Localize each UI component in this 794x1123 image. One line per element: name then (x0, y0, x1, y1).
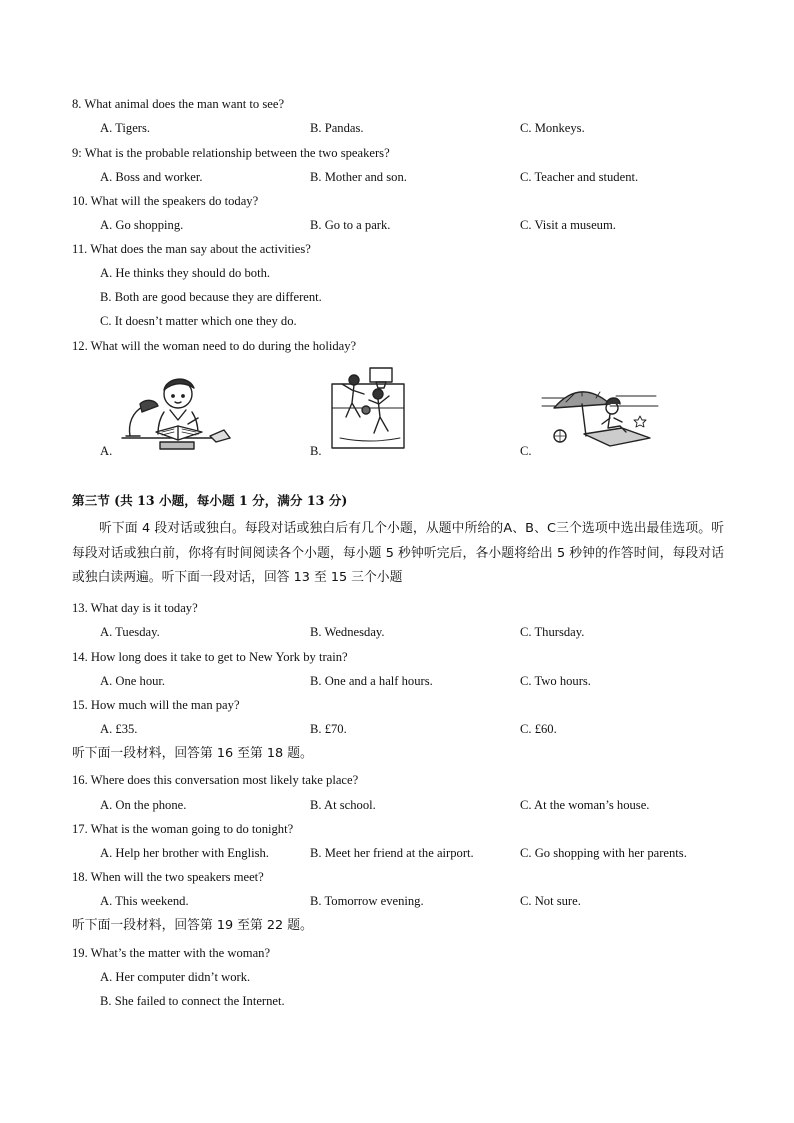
q9-option-b: B. Mother and son. (310, 170, 407, 184)
q12-option-b: B. (310, 444, 322, 458)
q16-option-b: B. At school. (310, 798, 376, 812)
q9-option-c: C. Teacher and student. (520, 170, 639, 184)
question-13: 13. What day is it today? (72, 601, 198, 615)
q14-option-c: C. Two hours. (520, 674, 591, 688)
picture-basketball (330, 364, 408, 452)
q11-option-c: C. It doesn’t matter which one they do. (100, 314, 297, 328)
q18-option-b: B. Tomorrow evening. (310, 894, 424, 908)
question-12: 12. What will the woman need to do during the holiday? (72, 339, 357, 353)
question-10: 10. What will the speakers do today? (72, 194, 259, 208)
q8-option-b: B. Pandas. (310, 121, 364, 135)
q17-option-b: B. Meet her friend at the airport. (310, 846, 474, 860)
question-11: 11. What does the man say about the activities? (72, 242, 311, 256)
picture-boy-studying (118, 366, 238, 456)
question-9: 9: What is the probable relationship between the two speakers? (72, 146, 390, 160)
q10-option-a: A. Go shopping. (100, 218, 184, 232)
prompt-16-18: 听下面一段材料，回答第 16 至第 18 题。 (72, 746, 313, 761)
q15-option-b: B. £70. (310, 722, 347, 736)
question-19: 19. What’s the matter with the woman? (72, 946, 271, 960)
q9-option-a: A. Boss and worker. (100, 170, 203, 184)
question-14: 14. How long does it take to get to New York by train? (72, 650, 348, 664)
section-3-instructions: 听下面 4 段对话或独白。每段对话或独白后有几个小题，从题中所给的A、B、C三个选项中选出最佳选项。听每段对话或独白前，你将有时间阅读各个小题，每小题 5 秒钟听完后，各小题将给出 5 秒钟的作答时间，每段对话或独白读两遍。听下面一段对话，回答 13 至 15 三个小题 (72, 521, 724, 585)
question-16: 16. Where does this conversation most likely take place? (72, 773, 359, 787)
section-3-title: 第三节 (共 13 小题，每小题 1 分，满分 13 分) (72, 493, 348, 508)
q19-option-b: B. She failed to connect the Internet. (100, 994, 285, 1008)
q13-option-b: B. Wednesday. (310, 625, 385, 639)
q12-option-a: A. (100, 444, 113, 458)
q11-option-b: B. Both are good because they are different. (100, 290, 322, 304)
q18-option-c: C. Not sure. (520, 894, 581, 908)
prompt-19-22: 听下面一段材料，回答第 19 至第 22 题。 (72, 918, 313, 933)
q17-option-a: A. Help her brother with English. (100, 846, 269, 860)
q19-option-a: A. Her computer didn’t work. (100, 970, 251, 984)
q16-option-c: C. At the woman’s house. (520, 798, 650, 812)
q15-option-c: C. £60. (520, 722, 557, 736)
question-17: 17. What is the woman going to do tonight? (72, 822, 294, 836)
q8-option-a: A. Tigers. (100, 121, 151, 135)
question-18: 18. When will the two speakers meet? (72, 870, 264, 884)
q12-option-c: C. (520, 444, 532, 458)
q18-option-a: A. This weekend. (100, 894, 189, 908)
q13-option-c: C. Thursday. (520, 625, 585, 639)
q10-option-c: C. Visit a museum. (520, 218, 616, 232)
question-8: 8. What animal does the man want to see? (72, 97, 285, 111)
q14-option-b: B. One and a half hours. (310, 674, 433, 688)
question-15: 15. How much will the man pay? (72, 698, 240, 712)
q14-option-a: A. One hour. (100, 674, 166, 688)
q16-option-a: A. On the phone. (100, 798, 187, 812)
q17-option-c: C. Go shopping with her parents. (520, 846, 687, 860)
picture-beach-umbrella (540, 384, 660, 450)
q10-option-b: B. Go to a park. (310, 218, 391, 232)
q15-option-a: A. £35. (100, 722, 138, 736)
q11-option-a: A. He thinks they should do both. (100, 266, 271, 280)
q8-option-c: C. Monkeys. (520, 121, 585, 135)
q13-option-a: A. Tuesday. (100, 625, 160, 639)
